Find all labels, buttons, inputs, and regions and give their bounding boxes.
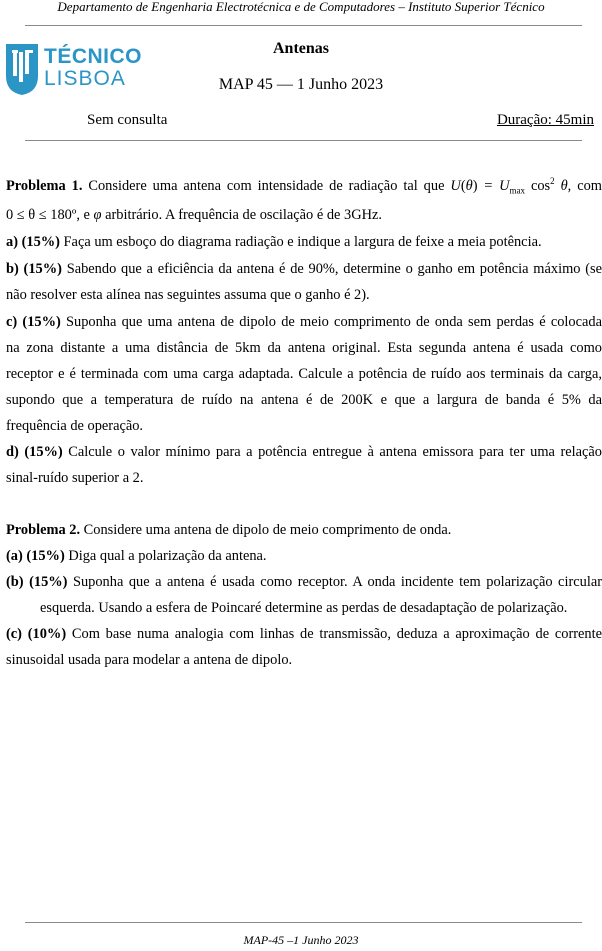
problem1-c-line4: supondo que a temperatura de ruído na antena é de 200K e que a largura de banda é 5% da <box>6 392 602 408</box>
problem2-c-line2: sinusoidal usada para modelar a antena de dipolo. <box>6 652 293 668</box>
title-rule <box>25 140 582 141</box>
problem1-c-line3: receptor e é terminada com uma carga adaptada. Calcule a potência de ruído aos terminais da carga, <box>6 366 602 382</box>
problem1-b-line2: não resolver esta alínea nas seguintes assuma que o ganho é 2). <box>6 287 370 303</box>
problem1-a: a) (15%) Faça um esboço do diagrama radiação e indique a largura de feixe a meia potência. <box>6 234 542 250</box>
logo-line1: TÉCNICO <box>44 45 142 68</box>
problem2-label: Problema 2. <box>6 522 81 538</box>
running-header: Departamento de Engenharia Electrotécnica e de Computadores – Instituto Superior Técnico <box>57 0 545 14</box>
problem1-c-line1: c) (15%) Suponha que uma antena de dipolo de meio comprimento de onda sem perdas é colocada <box>6 314 602 330</box>
problem1-range: 0 ≤ θ ≤ 180º, e φ arbitrário. A frequência de oscilação é de 3GHz. <box>6 207 382 223</box>
problem1-b-line1: b) (15%) Sabendo que a eficiência da antena é de 90%, determine o ganho em potência máximo (se <box>6 261 602 277</box>
problem2-b-line1: (b) (15%) Suponha que a antena é usada como receptor. A onda incidente tem polarização circular <box>6 574 602 590</box>
problem1-c-line2: na zona distante a uma distância de 5km da antena original. Esta segunda antena é usada como <box>6 340 602 356</box>
footer-rule <box>25 922 582 923</box>
problem2-a: (a) (15%) Diga qual a polarização da antena. <box>6 548 267 564</box>
page-footer: MAP-45 –1 Junho 2023 <box>243 933 359 947</box>
problem1-intro: Problema 1. Considere uma antena com intensidade de radiação tal que $U(\theta) = U_{max}$ $\cos^2 \theta$, com <box>6 176 602 196</box>
exam-mode: Sem consulta <box>87 112 168 128</box>
problem1-d-line1: d) (15%) Calcule o valor mínimo para a potência entregue à antena emissora para ter uma relação <box>6 444 602 460</box>
header-rule <box>25 25 582 26</box>
exam-title: Antenas <box>272 40 329 57</box>
problem2-c-line1: (c) (10%) Com base numa analogia com linhas de transmissão, deduza a aproximação de corrente <box>6 626 602 642</box>
problem2-b-line2: esquerda. Usando a esfera de Poincaré determine as perdas de desadaptação de polarização. <box>40 600 568 616</box>
problem1-label: Problema 1. <box>6 177 83 194</box>
problem1-c-line5: frequência de operação. <box>6 418 144 434</box>
logo-line2: LISBOA <box>44 67 126 90</box>
problem1-d-line2: sinal-ruído superior a 2. <box>6 470 144 486</box>
problem2-intro: Problema 2. Considere uma antena de dipolo de meio comprimento de onda. <box>6 522 452 538</box>
exam-duration: Duração: 45min <box>496 112 594 128</box>
exam-code-date: MAP 45 — 1 Junho 2023 <box>218 76 384 93</box>
